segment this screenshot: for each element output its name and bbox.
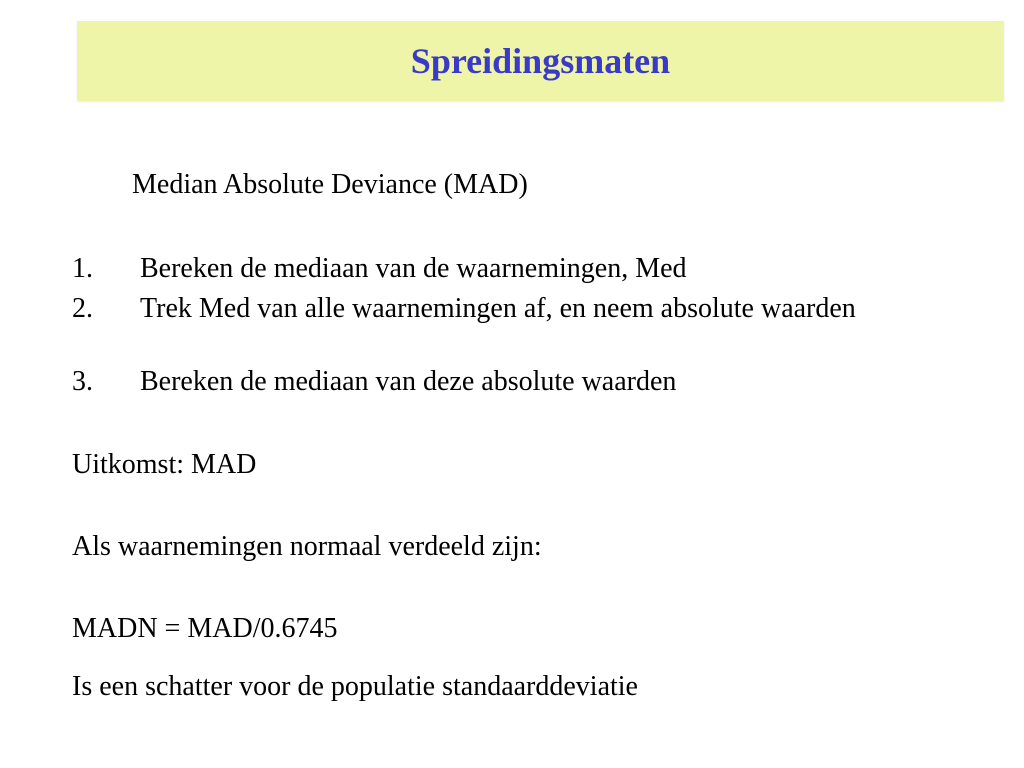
slide-title: Spreidingsmaten	[410, 41, 671, 81]
step-text: Trek Med van alle waarnemingen af, en neem absolute waarden	[140, 293, 856, 324]
step-number: 1.	[72, 253, 93, 284]
slide-subtitle: Median Absolute Deviance (MAD)	[132, 169, 528, 200]
step-text: Bereken de mediaan van deze absolute waarden	[140, 366, 677, 397]
condition-text: Als waarnemingen normaal verdeeld zijn:	[72, 531, 542, 562]
step-number: 3.	[72, 366, 93, 397]
formula-text: MADN = MAD/0.6745	[72, 613, 338, 644]
step-number: 2.	[72, 293, 93, 324]
outcome-text: Uitkomst: MAD	[72, 449, 257, 480]
step-text: Bereken de mediaan van de waarnemingen, Med	[140, 253, 687, 284]
estimator-text: Is een schatter voor de populatie standaarddeviatie	[72, 671, 638, 702]
